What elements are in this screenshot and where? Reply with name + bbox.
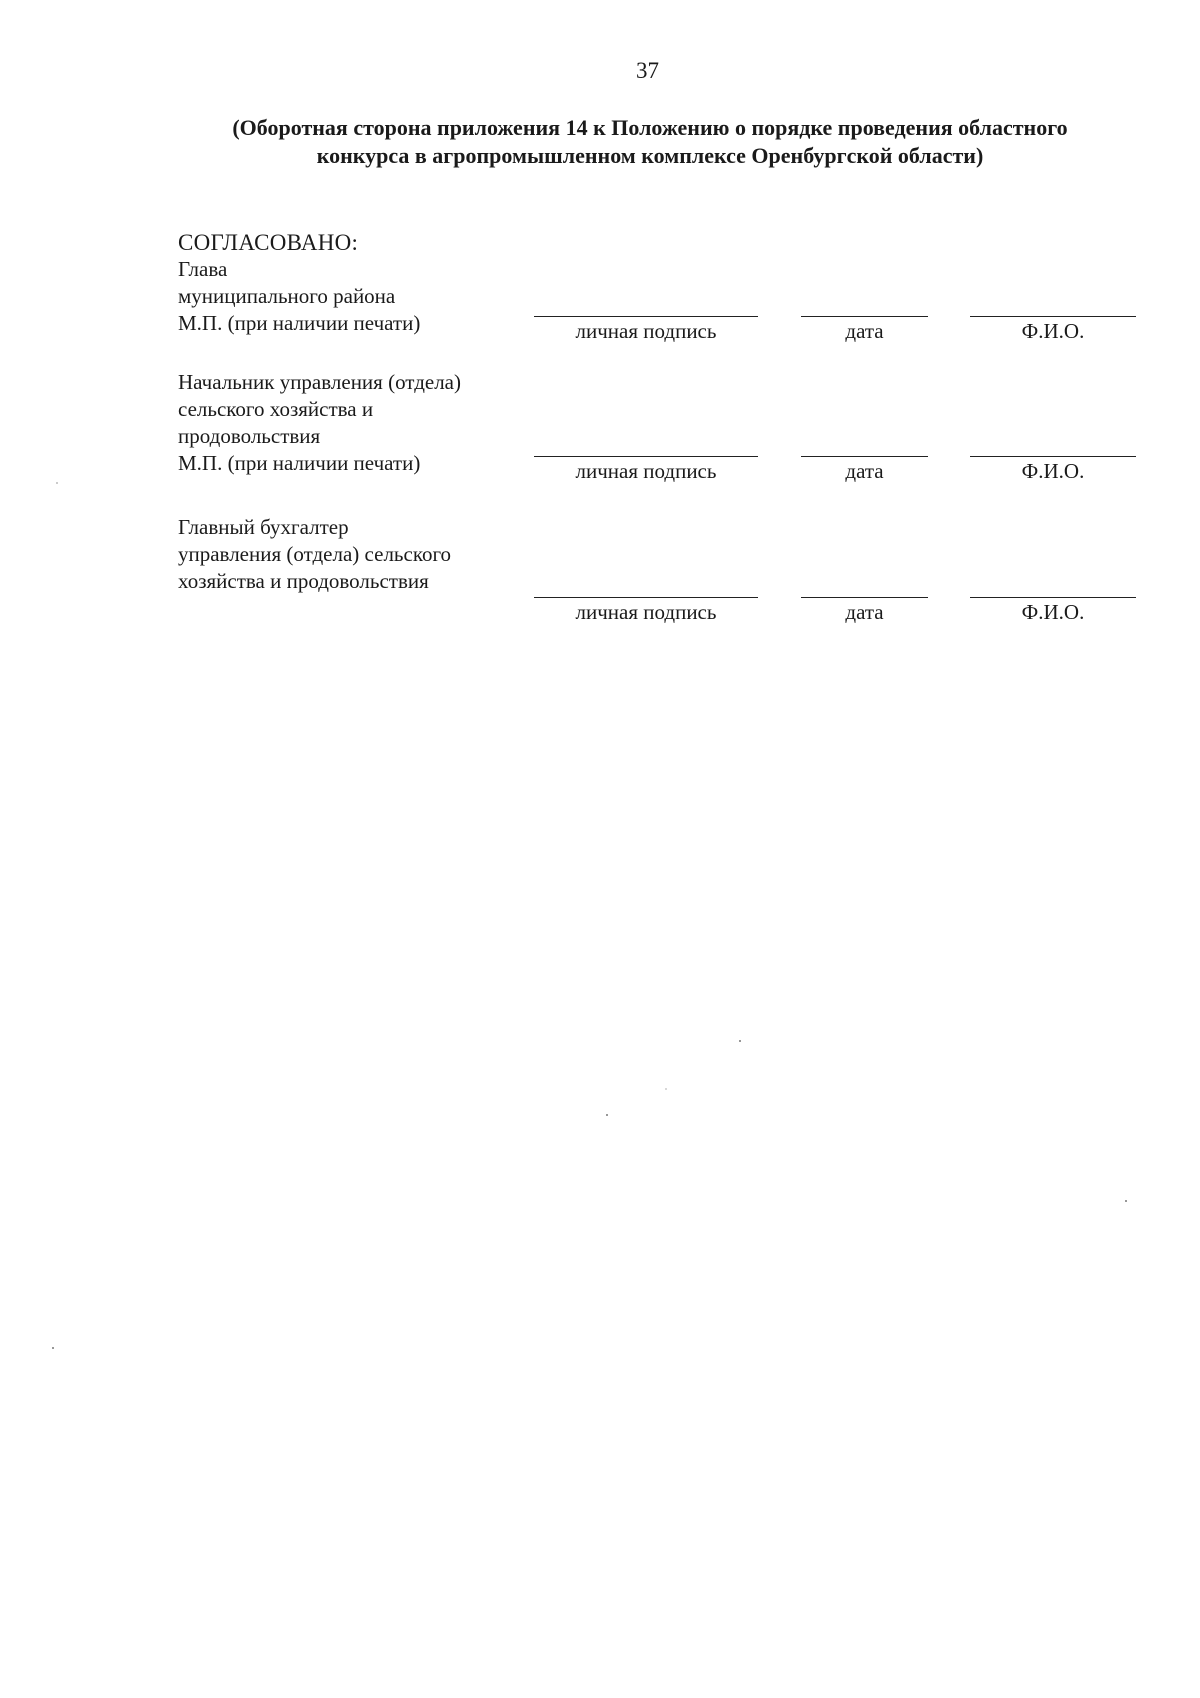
name-line[interactable] xyxy=(970,456,1136,457)
page-number: 37 xyxy=(636,58,659,83)
signature-block-head-of-department xyxy=(0,368,1200,508)
name-line[interactable] xyxy=(970,316,1136,317)
scan-speck xyxy=(52,1347,54,1349)
position-line: муниципального района xyxy=(178,284,396,308)
position-line: Глава xyxy=(178,257,228,281)
approved-label: СОГЛАСОВАНО: xyxy=(178,230,359,255)
stamp-note: М.П. (при наличии печати) xyxy=(178,311,421,335)
name-caption: Ф.И.О. xyxy=(1021,459,1085,483)
date-caption: дата xyxy=(845,319,884,343)
heading-line-1: (Оборотная сторона приложения 14 к Положению о порядке проведения областного xyxy=(232,115,1068,140)
signature-line[interactable] xyxy=(534,456,758,457)
signature-caption: личная подпись xyxy=(575,600,717,624)
signature-caption: личная подпись xyxy=(575,319,717,343)
position-line: сельского хозяйства и xyxy=(178,397,374,421)
date-caption: дата xyxy=(845,459,884,483)
date-line[interactable] xyxy=(801,597,928,598)
position-line: Начальник управления (отдела) xyxy=(178,370,461,394)
stamp-note: М.П. (при наличии печати) xyxy=(178,451,421,475)
signature-block-chief-accountant xyxy=(0,513,1200,653)
position-line: хозяйства и продовольствия xyxy=(178,569,429,593)
name-line[interactable] xyxy=(970,597,1136,598)
scan-speck xyxy=(606,1114,608,1116)
document-heading xyxy=(150,114,1150,170)
position-line: Главный бухгалтер xyxy=(178,515,349,539)
heading-line-2: конкурса в агропромышленном комплексе Оренбургской области) xyxy=(316,143,984,168)
signature-line[interactable] xyxy=(534,316,758,317)
position-line: продовольствия xyxy=(178,424,321,448)
scan-speck xyxy=(739,1040,741,1042)
date-line[interactable] xyxy=(801,456,928,457)
date-line[interactable] xyxy=(801,316,928,317)
name-caption: Ф.И.О. xyxy=(1021,600,1085,624)
position-line: управления (отдела) сельского xyxy=(178,542,452,566)
scan-speck xyxy=(1125,1200,1127,1202)
name-caption: Ф.И.О. xyxy=(1021,319,1085,343)
scan-speck xyxy=(56,482,58,484)
scan-speck xyxy=(665,1088,667,1090)
signature-line[interactable] xyxy=(534,597,758,598)
date-caption: дата xyxy=(845,600,884,624)
signature-caption: личная подпись xyxy=(575,459,717,483)
